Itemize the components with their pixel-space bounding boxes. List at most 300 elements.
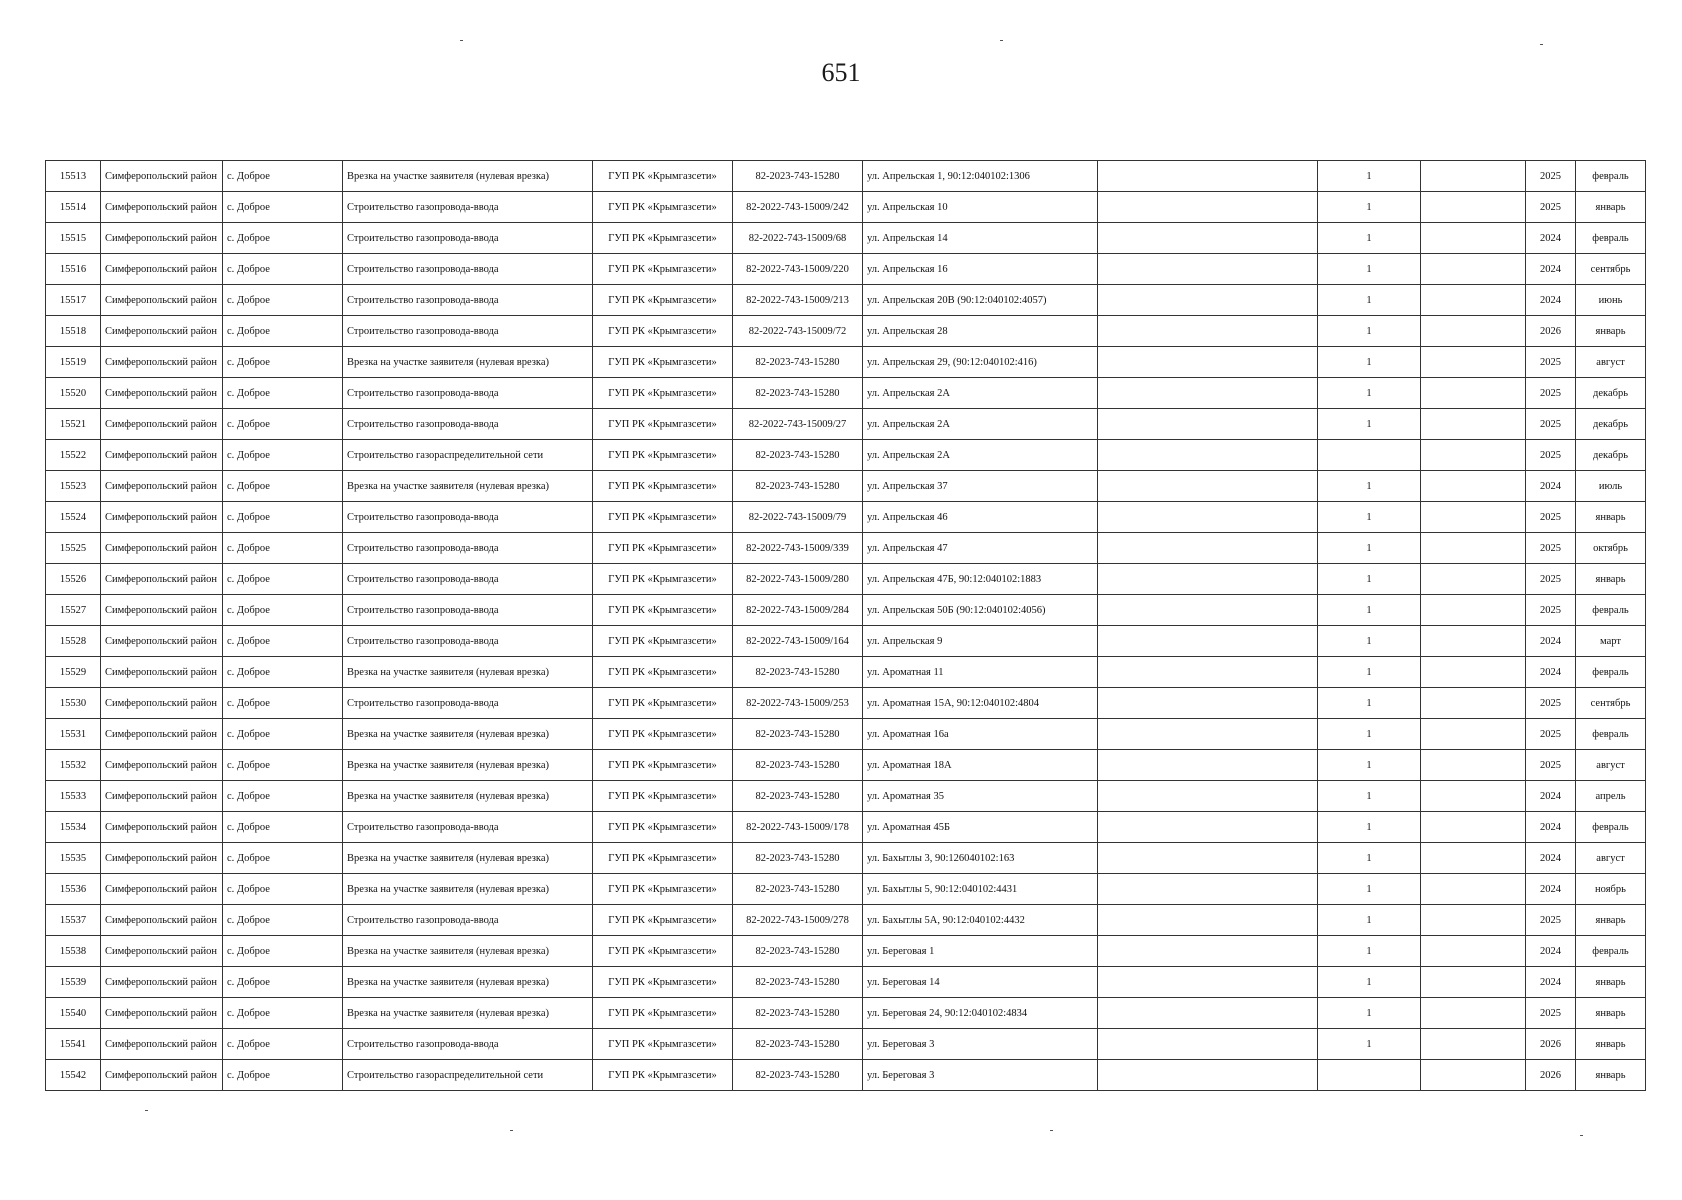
- empty-cell: [1098, 812, 1318, 843]
- month-cell: февраль: [1576, 936, 1646, 967]
- quantity-cell: 1: [1318, 688, 1421, 719]
- table-row: [46, 254, 1646, 285]
- year-cell: 2025: [1526, 564, 1576, 595]
- document-number-cell: 82-2023-743-15280: [733, 378, 863, 409]
- district-cell: Симферопольский район: [101, 378, 223, 409]
- table-row: [46, 1060, 1646, 1091]
- quantity-cell: 1: [1318, 812, 1421, 843]
- row-number: 15527: [46, 595, 101, 626]
- year-cell: 2025: [1526, 440, 1576, 471]
- document-number-cell: 82-2022-743-15009/284: [733, 595, 863, 626]
- empty-cell: [1098, 1060, 1318, 1091]
- month-cell: январь: [1576, 502, 1646, 533]
- table-row: [46, 595, 1646, 626]
- table-row: [46, 750, 1646, 781]
- table-row: [46, 347, 1646, 378]
- district-cell: Симферопольский район: [101, 316, 223, 347]
- scan-speck: [1050, 1130, 1053, 1131]
- year-cell: 2025: [1526, 719, 1576, 750]
- document-number-cell: 82-2023-743-15280: [733, 440, 863, 471]
- month-cell: январь: [1576, 905, 1646, 936]
- empty-cell: [1098, 564, 1318, 595]
- locality-cell: с. Доброе: [223, 378, 343, 409]
- district-cell: Симферопольский район: [101, 905, 223, 936]
- work-type-cell: Строительство газопровода-ввода: [343, 223, 593, 254]
- locality-cell: с. Доброе: [223, 223, 343, 254]
- row-number: 15526: [46, 564, 101, 595]
- work-type-cell: Врезка на участке заявителя (нулевая врезка): [343, 347, 593, 378]
- address-cell: ул. Береговая 1: [863, 936, 1098, 967]
- work-type-cell: Врезка на участке заявителя (нулевая врезка): [343, 936, 593, 967]
- district-cell: Симферопольский район: [101, 254, 223, 285]
- table-row: [46, 161, 1646, 192]
- organization-cell: ГУП РК «Крымгазсети»: [593, 533, 733, 564]
- locality-cell: с. Доброе: [223, 192, 343, 223]
- district-cell: Симферопольский район: [101, 657, 223, 688]
- document-number-cell: 82-2022-743-15009/220: [733, 254, 863, 285]
- empty-cell: [1421, 161, 1526, 192]
- empty-cell: [1421, 874, 1526, 905]
- district-cell: Симферопольский район: [101, 440, 223, 471]
- row-number: 15514: [46, 192, 101, 223]
- address-cell: ул. Ароматная 45Б: [863, 812, 1098, 843]
- address-cell: ул. Апрельская 9: [863, 626, 1098, 657]
- empty-cell: [1098, 471, 1318, 502]
- address-cell: ул. Апрельская 47: [863, 533, 1098, 564]
- table-row: [46, 378, 1646, 409]
- document-number-cell: 82-2022-743-15009/280: [733, 564, 863, 595]
- locality-cell: с. Доброе: [223, 161, 343, 192]
- document-number-cell: 82-2023-743-15280: [733, 1029, 863, 1060]
- district-cell: Симферопольский район: [101, 719, 223, 750]
- organization-cell: ГУП РК «Крымгазсети»: [593, 936, 733, 967]
- empty-cell: [1421, 254, 1526, 285]
- month-cell: июнь: [1576, 285, 1646, 316]
- empty-cell: [1098, 1029, 1318, 1060]
- work-type-cell: Строительство газопровода-ввода: [343, 409, 593, 440]
- address-cell: ул. Апрельская 47Б, 90:12:040102:1883: [863, 564, 1098, 595]
- work-type-cell: Строительство газопровода-ввода: [343, 502, 593, 533]
- row-number: 15515: [46, 223, 101, 254]
- organization-cell: ГУП РК «Крымгазсети»: [593, 1060, 733, 1091]
- document-number-cell: 82-2023-743-15280: [733, 998, 863, 1029]
- empty-cell: [1098, 285, 1318, 316]
- year-cell: 2025: [1526, 192, 1576, 223]
- quantity-cell: 1: [1318, 161, 1421, 192]
- empty-cell: [1098, 254, 1318, 285]
- row-number: 15533: [46, 781, 101, 812]
- empty-cell: [1098, 626, 1318, 657]
- table-row: [46, 409, 1646, 440]
- quantity-cell: 1: [1318, 657, 1421, 688]
- month-cell: ноябрь: [1576, 874, 1646, 905]
- year-cell: 2025: [1526, 533, 1576, 564]
- year-cell: 2024: [1526, 657, 1576, 688]
- document-number-cell: 82-2022-743-15009/72: [733, 316, 863, 347]
- organization-cell: ГУП РК «Крымгазсети»: [593, 502, 733, 533]
- work-type-cell: Врезка на участке заявителя (нулевая врезка): [343, 781, 593, 812]
- quantity-cell: 1: [1318, 564, 1421, 595]
- work-type-cell: Строительство газопровода-ввода: [343, 378, 593, 409]
- locality-cell: с. Доброе: [223, 998, 343, 1029]
- work-type-cell: Строительство газопровода-ввода: [343, 564, 593, 595]
- locality-cell: с. Доброе: [223, 905, 343, 936]
- month-cell: февраль: [1576, 161, 1646, 192]
- month-cell: декабрь: [1576, 409, 1646, 440]
- month-cell: август: [1576, 750, 1646, 781]
- empty-cell: [1098, 719, 1318, 750]
- district-cell: Симферопольский район: [101, 936, 223, 967]
- empty-cell: [1421, 347, 1526, 378]
- quantity-cell: 1: [1318, 967, 1421, 998]
- organization-cell: ГУП РК «Крымгазсети»: [593, 688, 733, 719]
- month-cell: февраль: [1576, 812, 1646, 843]
- empty-cell: [1421, 998, 1526, 1029]
- month-cell: январь: [1576, 316, 1646, 347]
- empty-cell: [1098, 657, 1318, 688]
- table-row: [46, 564, 1646, 595]
- quantity-cell: 1: [1318, 626, 1421, 657]
- work-type-cell: Врезка на участке заявителя (нулевая врезка): [343, 874, 593, 905]
- address-cell: ул. Апрельская 28: [863, 316, 1098, 347]
- organization-cell: ГУП РК «Крымгазсети»: [593, 750, 733, 781]
- year-cell: 2024: [1526, 223, 1576, 254]
- empty-cell: [1098, 502, 1318, 533]
- district-cell: Симферопольский район: [101, 471, 223, 502]
- locality-cell: с. Доброе: [223, 440, 343, 471]
- work-type-cell: Строительство газопровода-ввода: [343, 812, 593, 843]
- row-number: 15542: [46, 1060, 101, 1091]
- document-number-cell: 82-2023-743-15280: [733, 843, 863, 874]
- month-cell: январь: [1576, 192, 1646, 223]
- row-number: 15532: [46, 750, 101, 781]
- empty-cell: [1421, 626, 1526, 657]
- quantity-cell: 1: [1318, 409, 1421, 440]
- work-type-cell: Строительство газопровода-ввода: [343, 285, 593, 316]
- locality-cell: с. Доброе: [223, 843, 343, 874]
- organization-cell: ГУП РК «Крымгазсети»: [593, 192, 733, 223]
- work-type-cell: Врезка на участке заявителя (нулевая врезка): [343, 843, 593, 874]
- row-number: 15541: [46, 1029, 101, 1060]
- district-cell: Симферопольский район: [101, 564, 223, 595]
- quantity-cell: 1: [1318, 378, 1421, 409]
- locality-cell: с. Доброе: [223, 719, 343, 750]
- locality-cell: с. Доброе: [223, 471, 343, 502]
- work-type-cell: Врезка на участке заявителя (нулевая врезка): [343, 161, 593, 192]
- district-cell: Симферопольский район: [101, 998, 223, 1029]
- empty-cell: [1098, 192, 1318, 223]
- month-cell: сентябрь: [1576, 254, 1646, 285]
- district-cell: Симферопольский район: [101, 781, 223, 812]
- row-number: 15524: [46, 502, 101, 533]
- row-number: 15523: [46, 471, 101, 502]
- work-type-cell: Врезка на участке заявителя (нулевая врезка): [343, 998, 593, 1029]
- quantity-cell: 1: [1318, 843, 1421, 874]
- empty-cell: [1421, 812, 1526, 843]
- quantity-cell: 1: [1318, 471, 1421, 502]
- empty-cell: [1098, 378, 1318, 409]
- scan-speck: [1000, 40, 1003, 41]
- row-number: 15525: [46, 533, 101, 564]
- work-type-cell: Врезка на участке заявителя (нулевая врезка): [343, 719, 593, 750]
- organization-cell: ГУП РК «Крымгазсети»: [593, 874, 733, 905]
- document-number-cell: 82-2022-743-15009/242: [733, 192, 863, 223]
- quantity-cell: 1: [1318, 874, 1421, 905]
- work-type-cell: Врезка на участке заявителя (нулевая врезка): [343, 967, 593, 998]
- month-cell: январь: [1576, 967, 1646, 998]
- page-number: 651: [821, 58, 861, 87]
- district-cell: Симферопольский район: [101, 161, 223, 192]
- row-number: 15516: [46, 254, 101, 285]
- document-number-cell: 82-2022-743-15009/68: [733, 223, 863, 254]
- row-number: 15538: [46, 936, 101, 967]
- row-number: 15530: [46, 688, 101, 719]
- quantity-cell: [1318, 440, 1421, 471]
- table-row: [46, 812, 1646, 843]
- district-cell: Симферопольский район: [101, 967, 223, 998]
- empty-cell: [1098, 223, 1318, 254]
- locality-cell: с. Доброе: [223, 533, 343, 564]
- empty-cell: [1098, 409, 1318, 440]
- address-cell: ул. Апрельская 16: [863, 254, 1098, 285]
- table-row: [46, 843, 1646, 874]
- quantity-cell: 1: [1318, 750, 1421, 781]
- month-cell: февраль: [1576, 719, 1646, 750]
- row-number: 15528: [46, 626, 101, 657]
- locality-cell: с. Доброе: [223, 347, 343, 378]
- organization-cell: ГУП РК «Крымгазсети»: [593, 471, 733, 502]
- locality-cell: с. Доброе: [223, 874, 343, 905]
- district-cell: Симферопольский район: [101, 347, 223, 378]
- organization-cell: ГУП РК «Крымгазсети»: [593, 285, 733, 316]
- locality-cell: с. Доброе: [223, 936, 343, 967]
- empty-cell: [1421, 502, 1526, 533]
- table-row: [46, 781, 1646, 812]
- empty-cell: [1421, 1060, 1526, 1091]
- address-cell: ул. Ароматная 35: [863, 781, 1098, 812]
- address-cell: ул. Береговая 3: [863, 1060, 1098, 1091]
- organization-cell: ГУП РК «Крымгазсети»: [593, 440, 733, 471]
- work-type-cell: Строительство газораспределительной сети: [343, 1060, 593, 1091]
- district-cell: Симферопольский район: [101, 874, 223, 905]
- locality-cell: с. Доброе: [223, 1029, 343, 1060]
- table-body: [46, 161, 1646, 1091]
- address-cell: ул. Апрельская 46: [863, 502, 1098, 533]
- row-number: 15535: [46, 843, 101, 874]
- year-cell: 2024: [1526, 843, 1576, 874]
- work-type-cell: Строительство газопровода-ввода: [343, 316, 593, 347]
- organization-cell: ГУП РК «Крымгазсети»: [593, 316, 733, 347]
- quantity-cell: 1: [1318, 533, 1421, 564]
- organization-cell: ГУП РК «Крымгазсети»: [593, 378, 733, 409]
- empty-cell: [1421, 967, 1526, 998]
- empty-cell: [1421, 657, 1526, 688]
- table-row: [46, 1029, 1646, 1060]
- empty-cell: [1098, 967, 1318, 998]
- organization-cell: ГУП РК «Крымгазсети»: [593, 843, 733, 874]
- address-cell: ул. Апрельская 2А: [863, 378, 1098, 409]
- month-cell: январь: [1576, 1060, 1646, 1091]
- document-number-cell: 82-2023-743-15280: [733, 657, 863, 688]
- quantity-cell: [1318, 1060, 1421, 1091]
- empty-cell: [1098, 998, 1318, 1029]
- document-number-cell: 82-2022-743-15009/164: [733, 626, 863, 657]
- empty-cell: [1098, 843, 1318, 874]
- month-cell: март: [1576, 626, 1646, 657]
- address-cell: ул. Апрельская 2А: [863, 440, 1098, 471]
- year-cell: 2025: [1526, 502, 1576, 533]
- table-row: [46, 533, 1646, 564]
- address-cell: ул. Апрельская 14: [863, 223, 1098, 254]
- document-number-cell: 82-2022-743-15009/339: [733, 533, 863, 564]
- district-cell: Симферопольский район: [101, 285, 223, 316]
- quantity-cell: 1: [1318, 719, 1421, 750]
- month-cell: февраль: [1576, 595, 1646, 626]
- empty-cell: [1421, 688, 1526, 719]
- district-cell: Симферопольский район: [101, 750, 223, 781]
- month-cell: октябрь: [1576, 533, 1646, 564]
- work-type-cell: Строительство газопровода-ввода: [343, 595, 593, 626]
- empty-cell: [1421, 905, 1526, 936]
- year-cell: 2025: [1526, 347, 1576, 378]
- empty-cell: [1421, 936, 1526, 967]
- quantity-cell: 1: [1318, 316, 1421, 347]
- month-cell: июль: [1576, 471, 1646, 502]
- empty-cell: [1421, 781, 1526, 812]
- organization-cell: ГУП РК «Крымгазсети»: [593, 998, 733, 1029]
- year-cell: 2024: [1526, 874, 1576, 905]
- document-number-cell: 82-2023-743-15280: [733, 750, 863, 781]
- empty-cell: [1421, 316, 1526, 347]
- empty-cell: [1098, 936, 1318, 967]
- year-cell: 2024: [1526, 285, 1576, 316]
- locality-cell: с. Доброе: [223, 967, 343, 998]
- document-number-cell: 82-2023-743-15280: [733, 874, 863, 905]
- document-number-cell: 82-2023-743-15280: [733, 471, 863, 502]
- row-number: 15520: [46, 378, 101, 409]
- table-row: [46, 471, 1646, 502]
- empty-cell: [1421, 440, 1526, 471]
- row-number: 15531: [46, 719, 101, 750]
- organization-cell: ГУП РК «Крымгазсети»: [593, 657, 733, 688]
- quantity-cell: 1: [1318, 595, 1421, 626]
- district-cell: Симферопольский район: [101, 843, 223, 874]
- empty-cell: [1098, 440, 1318, 471]
- address-cell: ул. Ароматная 15А, 90:12:040102:4804: [863, 688, 1098, 719]
- quantity-cell: 1: [1318, 285, 1421, 316]
- locality-cell: с. Доброе: [223, 750, 343, 781]
- row-number: 15539: [46, 967, 101, 998]
- table-row: [46, 626, 1646, 657]
- empty-cell: [1098, 161, 1318, 192]
- work-type-cell: Строительство газопровода-ввода: [343, 905, 593, 936]
- table-row: [46, 316, 1646, 347]
- empty-cell: [1421, 409, 1526, 440]
- year-cell: 2024: [1526, 471, 1576, 502]
- quantity-cell: 1: [1318, 1029, 1421, 1060]
- row-number: 15521: [46, 409, 101, 440]
- scan-speck: [510, 1130, 513, 1131]
- document-number-cell: 82-2022-743-15009/213: [733, 285, 863, 316]
- locality-cell: с. Доброе: [223, 254, 343, 285]
- empty-cell: [1421, 1029, 1526, 1060]
- work-type-cell: Врезка на участке заявителя (нулевая врезка): [343, 657, 593, 688]
- address-cell: ул. Береговая 24, 90:12:040102:4834: [863, 998, 1098, 1029]
- document-number-cell: 82-2023-743-15280: [733, 967, 863, 998]
- empty-cell: [1421, 750, 1526, 781]
- empty-cell: [1421, 595, 1526, 626]
- district-cell: Симферопольский район: [101, 812, 223, 843]
- empty-cell: [1098, 595, 1318, 626]
- month-cell: август: [1576, 843, 1646, 874]
- address-cell: ул. Бахытлы 5А, 90:12:040102:4432: [863, 905, 1098, 936]
- table-row: [46, 967, 1646, 998]
- table-row: [46, 998, 1646, 1029]
- table-row: [46, 657, 1646, 688]
- district-cell: Симферопольский район: [101, 688, 223, 719]
- row-number: 15519: [46, 347, 101, 378]
- address-cell: ул. Апрельская 29, (90:12:040102:416): [863, 347, 1098, 378]
- table-row: [46, 502, 1646, 533]
- work-type-cell: Строительство газопровода-ввода: [343, 688, 593, 719]
- empty-cell: [1098, 316, 1318, 347]
- empty-cell: [1421, 285, 1526, 316]
- district-cell: Симферопольский район: [101, 502, 223, 533]
- year-cell: 2026: [1526, 1029, 1576, 1060]
- year-cell: 2025: [1526, 378, 1576, 409]
- address-cell: ул. Апрельская 10: [863, 192, 1098, 223]
- work-type-cell: Строительство газопровода-ввода: [343, 533, 593, 564]
- locality-cell: с. Доброе: [223, 657, 343, 688]
- document-number-cell: 82-2023-743-15280: [733, 719, 863, 750]
- year-cell: 2024: [1526, 812, 1576, 843]
- document-number-cell: 82-2022-743-15009/79: [733, 502, 863, 533]
- quantity-cell: 1: [1318, 905, 1421, 936]
- document-number-cell: 82-2022-743-15009/178: [733, 812, 863, 843]
- empty-cell: [1421, 471, 1526, 502]
- organization-cell: ГУП РК «Крымгазсети»: [593, 905, 733, 936]
- month-cell: апрель: [1576, 781, 1646, 812]
- address-cell: ул. Бахытлы 3, 90:126040102:163: [863, 843, 1098, 874]
- row-number: 15529: [46, 657, 101, 688]
- organization-cell: ГУП РК «Крымгазсети»: [593, 223, 733, 254]
- organization-cell: ГУП РК «Крымгазсети»: [593, 595, 733, 626]
- address-cell: ул. Апрельская 20В (90:12:040102:4057): [863, 285, 1098, 316]
- district-cell: Симферопольский район: [101, 409, 223, 440]
- document-number-cell: 82-2022-743-15009/253: [733, 688, 863, 719]
- empty-cell: [1421, 719, 1526, 750]
- month-cell: январь: [1576, 998, 1646, 1029]
- empty-cell: [1421, 564, 1526, 595]
- month-cell: январь: [1576, 1029, 1646, 1060]
- row-number: 15522: [46, 440, 101, 471]
- row-number: 15534: [46, 812, 101, 843]
- empty-cell: [1098, 905, 1318, 936]
- table-row: [46, 688, 1646, 719]
- quantity-cell: 1: [1318, 223, 1421, 254]
- empty-cell: [1098, 781, 1318, 812]
- quantity-cell: 1: [1318, 502, 1421, 533]
- locality-cell: с. Доброе: [223, 626, 343, 657]
- locality-cell: с. Доброе: [223, 1060, 343, 1091]
- row-number: 15540: [46, 998, 101, 1029]
- empty-cell: [1421, 843, 1526, 874]
- empty-cell: [1421, 192, 1526, 223]
- organization-cell: ГУП РК «Крымгазсети»: [593, 564, 733, 595]
- address-cell: ул. Апрельская 50Б (90:12:040102:4056): [863, 595, 1098, 626]
- district-cell: Симферопольский район: [101, 1029, 223, 1060]
- work-type-cell: Строительство газопровода-ввода: [343, 192, 593, 223]
